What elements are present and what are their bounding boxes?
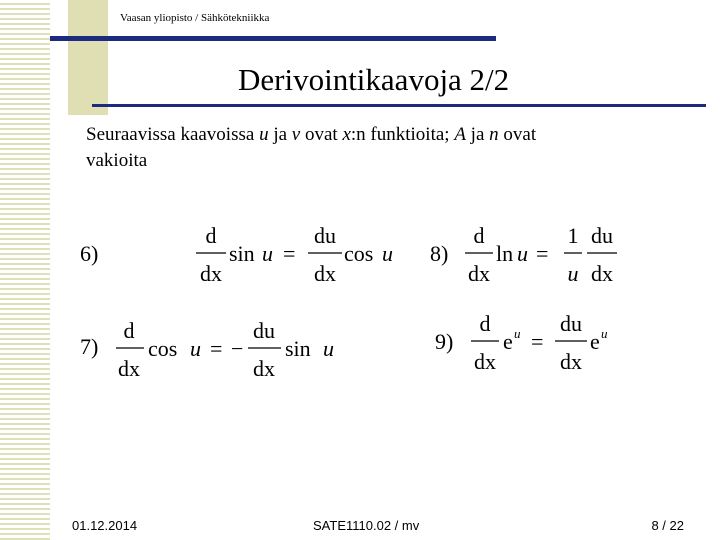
header-divider (50, 36, 496, 41)
fraction-numerator: 1 (567, 223, 579, 248)
exponent: u (601, 326, 608, 341)
function-name: sin (285, 336, 311, 361)
formula-9-svg (435, 310, 625, 380)
minus-sign: − (231, 336, 244, 361)
formula-number: 8) (430, 241, 449, 266)
decorative-block (68, 0, 108, 115)
formula-6-svg (80, 222, 393, 292)
intro-var-A: A (454, 124, 466, 145)
decorative-stripe-bar (0, 0, 50, 540)
fraction-denominator: dx (118, 356, 140, 381)
variable: u (190, 336, 201, 361)
fraction-denominator: dx (474, 349, 496, 374)
exponent: u (514, 326, 521, 341)
fraction-denominator: dx (253, 356, 275, 381)
variable: u (382, 241, 393, 266)
formula-9 (435, 310, 625, 380)
slide-title: Derivointikaavoja 2/2 (238, 62, 510, 97)
fraction-denominator: dx (591, 261, 613, 286)
intro-var-u: u (259, 124, 269, 145)
intro-var-n: n (489, 124, 499, 145)
equals-sign: = (210, 336, 223, 361)
function-name: sin (229, 241, 255, 266)
formula-8 (430, 222, 630, 292)
function-name: e (590, 329, 600, 354)
formula-number: 9) (435, 329, 454, 354)
fraction-numerator: d (479, 311, 491, 336)
intro-text-part: ovat (300, 124, 343, 145)
fraction-numerator: d (205, 223, 217, 248)
formula-number: 6) (80, 241, 99, 266)
variable: u (517, 241, 528, 266)
fraction-denominator: dx (468, 261, 490, 286)
equals-sign: = (283, 241, 296, 266)
formula-8-svg (430, 222, 630, 292)
formula-7 (80, 317, 340, 387)
footer-course: SATE1110.02 / mv (313, 518, 420, 533)
equals-sign: = (536, 241, 549, 266)
fraction-denominator: dx (200, 261, 222, 286)
function-name: ln (496, 241, 514, 266)
footer-page-number: 8 / 22 (651, 518, 684, 533)
fraction-numerator: d (123, 318, 135, 343)
fraction-numerator: d (473, 223, 485, 248)
variable: u (323, 336, 334, 361)
intro-text-part: ja (268, 124, 292, 145)
intro-var-v: v (291, 124, 301, 145)
function-name: cos (148, 336, 178, 361)
intro-text-part: ja (465, 124, 490, 145)
fraction-numerator: du (314, 223, 336, 248)
formula-6 (80, 222, 393, 292)
fraction-denominator: dx (314, 261, 336, 286)
intro-text (86, 122, 686, 174)
formula-7-svg (80, 317, 340, 387)
footer-date: 01.12.2014 (72, 518, 138, 533)
intro-text-part: ovat (498, 124, 537, 145)
equals-sign: = (531, 329, 544, 354)
fraction-numerator: du (560, 311, 582, 336)
function-name: cos (344, 241, 374, 266)
fraction-numerator: du (253, 318, 275, 343)
function-name: e (503, 329, 513, 354)
intro-text-line2: vakioita (86, 150, 148, 171)
fraction-denominator: dx (560, 349, 582, 374)
title-divider (92, 104, 706, 107)
intro-text-part: :n funktioita; (350, 124, 455, 145)
fraction-denominator: u (567, 261, 579, 286)
formula-number: 7) (80, 334, 99, 359)
intro-text-part: Seuraavissa kaavoissa (86, 124, 260, 145)
intro-var-x: x (342, 124, 351, 145)
fraction-numerator: du (591, 223, 613, 248)
header-institution: Vaasan yliopisto / Sähkötekniikka (120, 12, 270, 24)
variable: u (262, 241, 273, 266)
